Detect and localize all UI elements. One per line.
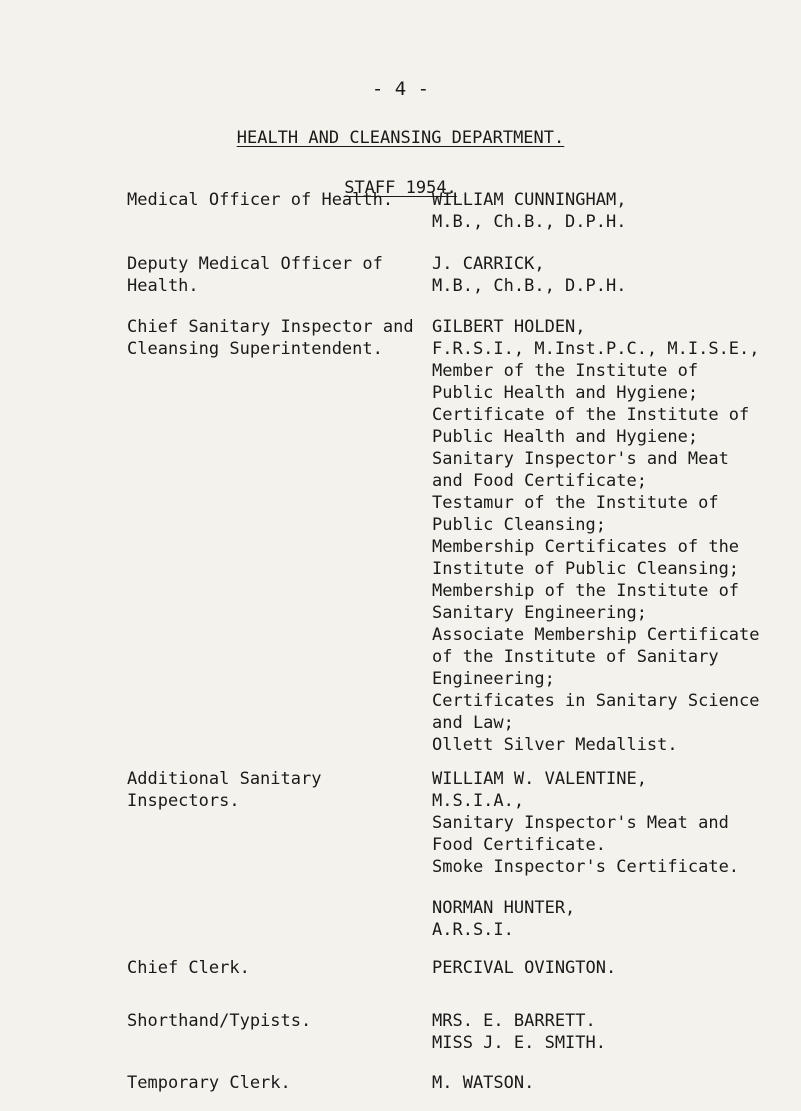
person-line: NORMAN HUNTER, xyxy=(432,898,576,918)
person-line: M. WATSON. xyxy=(432,1073,535,1093)
person-line: WILLIAM W. VALENTINE, xyxy=(432,769,647,789)
person-line: Food Certificate. xyxy=(432,835,606,855)
person-line: Engineering; xyxy=(432,669,555,689)
person-line: GILBERT HOLDEN, xyxy=(432,317,586,337)
person-line: Membership of the Institute of xyxy=(432,581,740,601)
page-number: - 4 - xyxy=(371,78,430,100)
person-details xyxy=(432,189,792,233)
role-label: Medical Officer of Health. xyxy=(127,190,394,210)
role-label: Additional Sanitary Inspectors. xyxy=(127,769,322,811)
person-line: Sanitary Engineering; xyxy=(432,603,647,623)
person-line: Public Health and Hygiene; xyxy=(432,427,699,447)
role-label: Temporary Clerk. xyxy=(127,1073,291,1093)
person-details xyxy=(432,316,792,756)
person-line: J. CARRICK, xyxy=(432,254,545,274)
person-line: Member of the Institute of xyxy=(432,361,699,381)
role-label: Chief Clerk. xyxy=(127,958,250,978)
person-line: Certificate of the Institute of xyxy=(432,405,750,425)
person-line: A.R.S.I. xyxy=(432,920,514,940)
person-line: and Food Certificate; xyxy=(432,471,647,491)
person-details xyxy=(432,1072,792,1094)
person-line: of the Institute of Sanitary xyxy=(432,647,719,667)
person-details xyxy=(432,253,792,297)
role-label: Chief Sanitary Inspector and Cleansing Superintendent. xyxy=(127,317,414,359)
person-line: Smoke Inspector's Certificate. xyxy=(432,857,740,877)
person-line: F.R.S.I., M.Inst.P.C., M.I.S.E., xyxy=(432,339,760,359)
person-line: Institute of Public Cleansing; xyxy=(432,559,740,579)
staff-year-title: STAFF 1954. xyxy=(344,178,457,198)
person-line: Testamur of the Institute of xyxy=(432,493,719,513)
person-line: Certificates in Sanitary Science xyxy=(432,691,760,711)
person-line: Public Cleansing; xyxy=(432,515,606,535)
person-details xyxy=(432,1010,792,1054)
person-line: WILLIAM CUNNINGHAM, xyxy=(432,190,627,210)
person-details xyxy=(432,768,792,878)
person-line: and Law; xyxy=(432,713,514,733)
person-line: Public Health and Hygiene; xyxy=(432,383,699,403)
person-line: Ollett Silver Medallist. xyxy=(432,735,678,755)
role-label: Deputy Medical Officer of Health. xyxy=(127,254,383,296)
person-line: M.B., Ch.B., D.P.H. xyxy=(432,212,627,232)
person-details xyxy=(432,897,792,941)
person-line: PERCIVAL OVINGTON. xyxy=(432,958,617,978)
person-details xyxy=(432,957,792,979)
person-line: Sanitary Inspector's Meat and xyxy=(432,813,729,833)
department-title: HEALTH AND CLEANSING DEPARTMENT. xyxy=(236,128,565,148)
person-line: Sanitary Inspector's and Meat xyxy=(432,449,729,469)
person-line: Membership Certificates of the xyxy=(432,537,740,557)
person-line: M.S.I.A., xyxy=(432,791,525,811)
person-line: MRS. E. BARRETT. xyxy=(432,1011,596,1031)
role-label: Shorthand/Typists. xyxy=(127,1011,312,1031)
person-line: MISS J. E. SMITH. xyxy=(432,1033,606,1053)
person-line: Associate Membership Certificate xyxy=(432,625,760,645)
person-line: M.B., Ch.B., D.P.H. xyxy=(432,276,627,296)
